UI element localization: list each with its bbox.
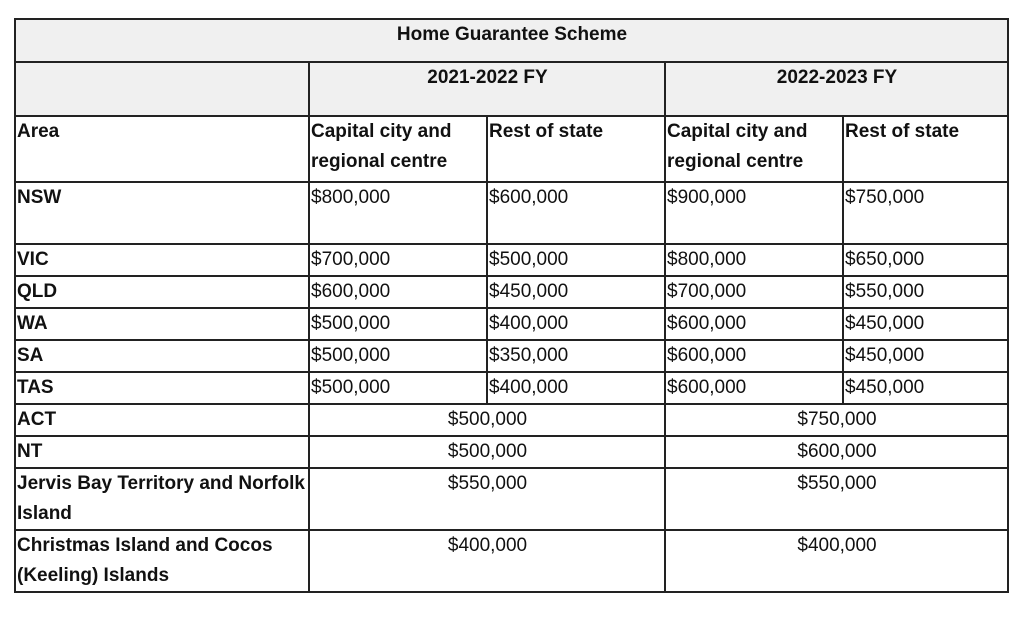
area-cell: NSW (15, 182, 309, 244)
table-row (15, 530, 1008, 592)
value-cell: $600,000 (309, 276, 487, 308)
merged-value-cell: $500,000 (309, 404, 665, 436)
value-cell: $650,000 (843, 244, 1008, 276)
merged-value-cell: $750,000 (665, 404, 1008, 436)
area-cell: Jervis Bay Territory and Norfolk Island (15, 468, 309, 530)
area-cell: ACT (15, 404, 309, 436)
area-cell: SA (15, 340, 309, 372)
merged-value-cell: $400,000 (309, 530, 665, 592)
merged-value-cell: $550,000 (665, 468, 1008, 530)
merged-value-cell: $400,000 (665, 530, 1008, 592)
value-cell: $800,000 (309, 182, 487, 244)
value-cell: $500,000 (309, 340, 487, 372)
value-cell: $600,000 (665, 308, 843, 340)
value-cell: $600,000 (665, 340, 843, 372)
merged-value-cell: $550,000 (309, 468, 665, 530)
value-cell: $450,000 (487, 276, 665, 308)
area-cell: TAS (15, 372, 309, 404)
area-cell: WA (15, 308, 309, 340)
value-cell: $500,000 (487, 244, 665, 276)
value-cell: $450,000 (843, 308, 1008, 340)
merged-value-cell: $600,000 (665, 436, 1008, 468)
value-cell: $600,000 (665, 372, 843, 404)
table-row (15, 404, 1008, 436)
table-row (15, 244, 1008, 276)
area-cell: VIC (15, 244, 309, 276)
value-cell: $700,000 (665, 276, 843, 308)
table-row (15, 372, 1008, 404)
value-cell: $500,000 (309, 308, 487, 340)
column-header-rest-2022: Rest of state (843, 116, 1008, 182)
fy-header-2021-2022: 2021-2022 FY (309, 62, 665, 116)
table-row (15, 468, 1008, 530)
value-cell: $750,000 (843, 182, 1008, 244)
table-row (15, 182, 1008, 244)
value-cell: $500,000 (309, 372, 487, 404)
table-row (15, 340, 1008, 372)
table-row (15, 276, 1008, 308)
value-cell: $700,000 (309, 244, 487, 276)
table-row (15, 308, 1008, 340)
value-cell: $350,000 (487, 340, 665, 372)
area-cell: Christmas Island and Cocos (Keeling) Islands (15, 530, 309, 592)
area-cell: QLD (15, 276, 309, 308)
fy-header-2022-2023: 2022-2023 FY (665, 62, 1008, 116)
column-header-capital-2022: Capital city and regional centre (665, 116, 843, 182)
value-cell: $600,000 (487, 182, 665, 244)
value-cell: $400,000 (487, 308, 665, 340)
value-cell: $800,000 (665, 244, 843, 276)
column-header-rest-2021: Rest of state (487, 116, 665, 182)
home-guarantee-table (14, 18, 1009, 593)
value-cell: $400,000 (487, 372, 665, 404)
value-cell: $900,000 (665, 182, 843, 244)
area-cell: NT (15, 436, 309, 468)
column-header-capital-2021: Capital city and regional centre (309, 116, 487, 182)
value-cell: $450,000 (843, 340, 1008, 372)
column-header-area: Area (15, 116, 309, 182)
table-row (15, 436, 1008, 468)
table-title: Home Guarantee Scheme (15, 19, 1008, 62)
fy-blank-cell (15, 62, 309, 116)
value-cell: $550,000 (843, 276, 1008, 308)
merged-value-cell: $500,000 (309, 436, 665, 468)
value-cell: $450,000 (843, 372, 1008, 404)
